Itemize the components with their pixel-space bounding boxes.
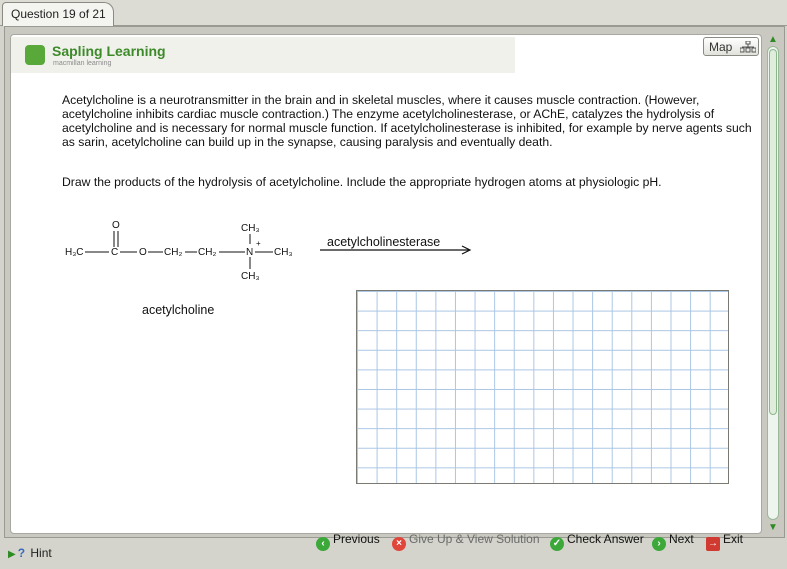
question-intro: Acetylcholine is a neurotransmitter in the brain and in skeletal muscles, where it causes muscle contraction. (However, acetylcholine inhibits cardiac muscle contraction.) The enzyme acetylcholinesterase, or AChE, catalyzes the hydrolysis of acetylcholine and is necessary for normal muscle function. If acetylcholinesterase is inhibited, for example by nerve agents such as sarin, acetylcholine can build up in the synapse, causing paralysis and eventually death. (62, 93, 752, 149)
atom-ch2-a: CH₂ (164, 247, 183, 258)
atom-o-ester: O (139, 247, 147, 258)
sapling-logo-icon (25, 45, 45, 65)
map-button[interactable] (703, 37, 759, 56)
lightbulb-icon: ? (17, 546, 26, 560)
hint-label: Hint (30, 546, 52, 560)
give-up-label: Give Up & View Solution (409, 532, 540, 546)
exit-icon: → (708, 538, 718, 549)
previous-button[interactable] (316, 532, 380, 554)
footer-bar (0, 532, 787, 569)
acetylcholine-structure (51, 217, 321, 297)
give-up-button[interactable] (392, 532, 540, 554)
atom-ch3-top: CH₃ (241, 223, 260, 234)
scroll-up-icon[interactable]: ▲ (768, 34, 778, 45)
atom-ch2-b: CH₂ (198, 247, 217, 258)
sitemap-icon (740, 41, 756, 53)
next-label: Next (669, 532, 694, 546)
drawing-canvas[interactable] (356, 290, 729, 484)
brand-title: Sapling Learning (52, 43, 166, 59)
atom-h3c: H₃C (65, 247, 84, 258)
x-circle-icon: × (392, 537, 406, 551)
reaction-arrow (319, 245, 475, 255)
check-answer-label: Check Answer (567, 532, 644, 546)
scroll-down-icon[interactable]: ▼ (768, 522, 778, 533)
scroll-track[interactable] (767, 46, 779, 520)
tab-question[interactable]: Question 19 of 21 (2, 2, 114, 26)
atom-c-carbonyl: C (111, 247, 119, 258)
exit-button[interactable] (706, 532, 743, 554)
atom-n: N (246, 247, 254, 258)
previous-label: Previous (333, 532, 380, 546)
next-button[interactable] (652, 532, 694, 554)
tab-strip (0, 0, 787, 26)
map-label: Map (709, 40, 733, 54)
enzyme-label: acetylcholinesterase (327, 235, 441, 249)
atom-n-charge: + (256, 239, 261, 248)
question-panel (10, 34, 762, 534)
check-icon: ✓ (550, 537, 564, 551)
exit-label: Exit (723, 532, 744, 546)
scroll-thumb[interactable] (769, 49, 777, 415)
atom-o-carbonyl: O (112, 220, 120, 231)
vertical-scrollbar[interactable] (764, 34, 782, 534)
brand-banner (11, 37, 515, 73)
atom-ch3-bottom: CH₃ (241, 271, 260, 282)
molecule-label: acetylcholine (142, 303, 215, 317)
check-answer-button[interactable] (550, 532, 644, 554)
brand-subtitle: macmillan learning (53, 60, 112, 67)
question-prompt: Draw the products of the hydrolysis of acetylcholine. Include the appropriate hydrogen atoms at physiologic pH. (62, 175, 662, 189)
atom-ch3-right: CH₃ (274, 247, 293, 258)
play-icon: ▶ (8, 549, 16, 560)
arrow-left-icon: ‹ (316, 537, 330, 551)
hint-button[interactable] (8, 546, 52, 560)
arrow-right-icon: › (652, 537, 666, 551)
